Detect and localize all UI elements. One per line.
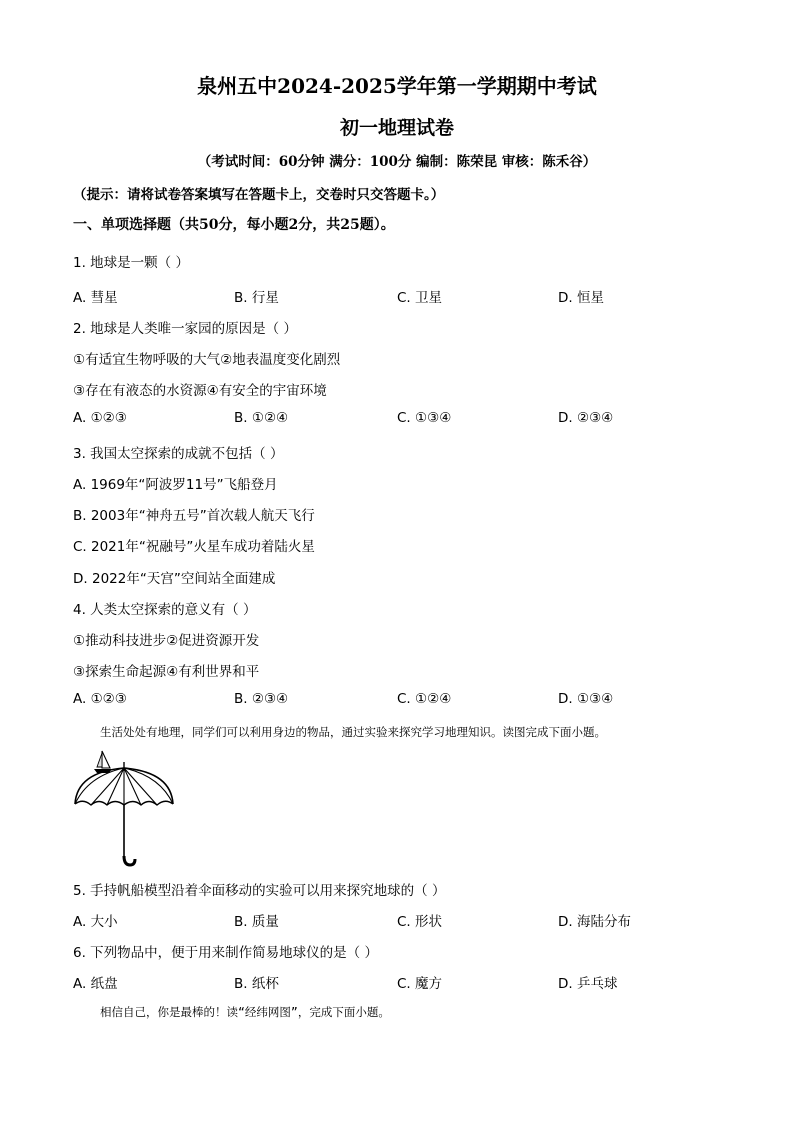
option-d: D. ①③④ — [558, 691, 614, 707]
option-d: D. 2022年“天宫”空间站全面建成 — [73, 571, 276, 587]
option-c: C. 2021年“祝融号”火星车成功着陆火星 — [73, 539, 315, 555]
option-a: A. 大小 — [73, 914, 118, 930]
question-stem: 1. 地球是一颗（ ） — [73, 255, 189, 271]
question-stem: 6. 下列物品中，便于用来制作简易地球仪的是（ ） — [73, 945, 378, 961]
option-b: B. ②③④ — [234, 691, 289, 707]
umbrella-with-sailboat-icon — [72, 748, 176, 870]
option-c: C. 魔方 — [397, 976, 443, 992]
section-title: 一、单项选择题（共50分，每小题2分，共25题）。 — [73, 217, 395, 233]
question-stem: 3. 我国太空探索的成就不包括（ ） — [73, 446, 284, 462]
option-b: B. 行星 — [234, 290, 279, 306]
option-c: C. ①②④ — [397, 691, 452, 707]
exam-subtitle: 初一地理试卷 — [339, 117, 454, 139]
question-line: ①有适宜生物呼吸的大气②地表温度变化剧烈 — [73, 352, 341, 368]
option-b: B. 质量 — [234, 914, 279, 930]
group-intro: 相信自己，你是最棒的！读“经纬网图”，完成下面小题。 — [100, 1005, 390, 1019]
question-stem: 5. 手持帆船模型沿着伞面移动的实验可以用来探究地球的（ ） — [73, 883, 446, 899]
option-d: D. ②③④ — [558, 410, 614, 426]
option-d: D. 乒乓球 — [558, 976, 618, 992]
option-d: D. 海陆分布 — [558, 914, 631, 930]
question-stem: 2. 地球是人类唯一家园的原因是（ ） — [73, 321, 297, 337]
option-a: A. ①②③ — [73, 410, 127, 426]
option-c: C. ①③④ — [397, 410, 452, 426]
question-line: ③探索生命起源④有利世界和平 — [73, 664, 260, 680]
question-line: ③存在有液态的水资源④有安全的宇宙环境 — [73, 383, 327, 399]
option-b: B. 纸杯 — [234, 976, 279, 992]
option-a: A. ①②③ — [73, 691, 127, 707]
group-intro: 生活处处有地理，同学们可以利用身边的物品，通过实验来探究学习地理知识。读图完成下面小题。 — [100, 725, 606, 739]
exam-hint: （提示：请将试卷答案填写在答题卡上，交卷时只交答题卡。） — [73, 187, 445, 203]
exam-info: （考试时间：60分钟 满分：100分 编制：陈荣昆 审核：陈禾谷） — [197, 154, 597, 170]
option-d: D. 恒星 — [558, 290, 604, 306]
exam-title: 泉州五中2024-2025学年第一学期期中考试 — [197, 74, 597, 98]
question-stem: 4. 人类太空探索的意义有（ ） — [73, 602, 257, 618]
question-line: ①推动科技进步②促进资源开发 — [73, 633, 260, 649]
option-b: B. ①②④ — [234, 410, 289, 426]
option-c: C. 形状 — [397, 914, 443, 930]
option-a: A. 彗星 — [73, 290, 118, 306]
option-c: C. 卫星 — [397, 290, 443, 306]
option-a: A. 纸盘 — [73, 976, 118, 992]
option-b: B. 2003年“神舟五号”首次载人航天飞行 — [73, 508, 315, 524]
option-a: A. 1969年“阿波罗11号”飞船登月 — [73, 477, 278, 493]
